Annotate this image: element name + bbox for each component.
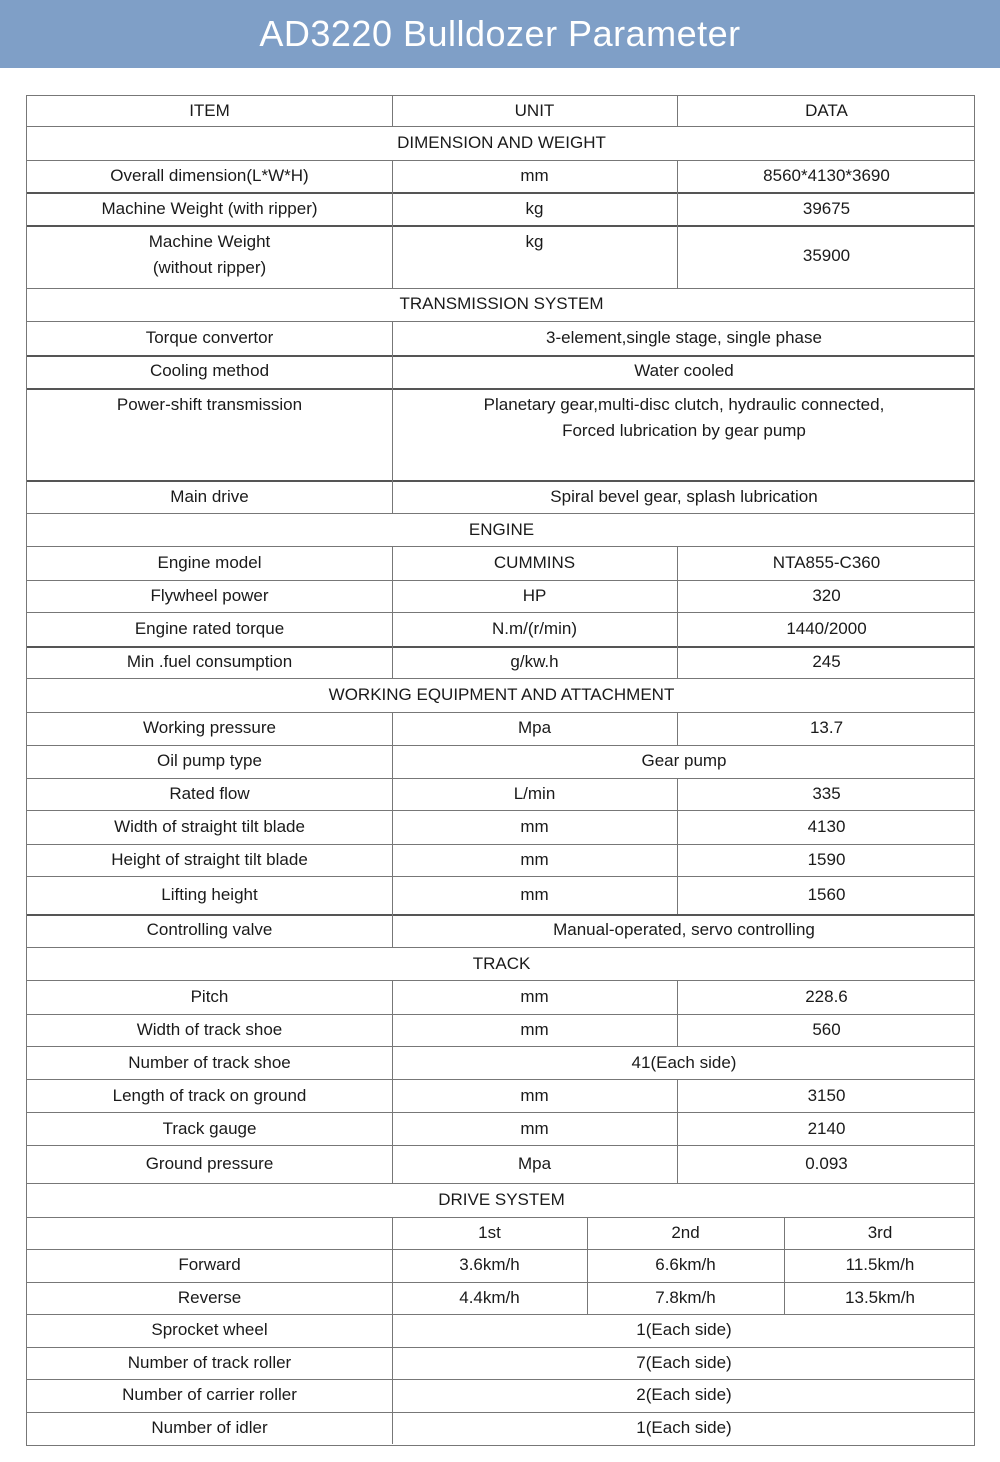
- row-unit: N.m/(r/min): [492, 619, 577, 638]
- row-data: 228.6: [805, 987, 848, 1007]
- row-item: Sprocket wheel: [151, 1320, 268, 1340]
- row-item: Width of straight tilt blade: [114, 816, 305, 836]
- row-item: Machine Weight (with ripper): [101, 198, 318, 218]
- column-divider: [677, 96, 678, 126]
- row-item: Ground pressure: [145, 1154, 274, 1174]
- column-divider: [392, 1379, 393, 1411]
- row-item: Height of straight tilt blade: [111, 849, 308, 869]
- row-data: 335: [812, 783, 841, 803]
- section-title: DRIVE SYSTEM: [438, 1190, 565, 1210]
- row-item: Torque convertor: [145, 327, 274, 347]
- row-item: Flywheel power: [150, 586, 269, 606]
- row-data: 560: [812, 1020, 841, 1040]
- row-value: 1(Each side): [636, 1320, 732, 1340]
- row-item: Oil pump type: [157, 751, 262, 771]
- column-divider: [677, 225, 678, 288]
- row-data: NTA855-C360: [772, 553, 881, 573]
- row-value: Gear pump: [641, 751, 727, 771]
- row-item: Power-shift transmission: [116, 395, 303, 415]
- column-divider: [677, 1014, 678, 1046]
- column-divider: [392, 1412, 393, 1444]
- row-item: Controlling valve: [146, 920, 273, 940]
- row-value: 41(Each side): [631, 1052, 737, 1072]
- column-divider: [677, 612, 678, 645]
- speed-value: 6.6km/h: [655, 1255, 716, 1275]
- speed-value: 3.6km/h: [459, 1255, 520, 1275]
- column-divider: [392, 96, 393, 126]
- gear-label: 1st: [478, 1223, 501, 1243]
- header-item: ITEM: [189, 101, 230, 121]
- row-data: 245: [812, 651, 841, 671]
- parameter-table: [26, 95, 975, 1446]
- row-item: Min .fuel consumption: [126, 651, 293, 671]
- gear-blank: [27, 1217, 392, 1249]
- row-unit: mm: [520, 849, 549, 869]
- column-divider: [677, 810, 678, 843]
- row-item: Track gauge: [162, 1118, 257, 1138]
- column-divider: [784, 1217, 785, 1249]
- column-divider: [392, 1217, 393, 1249]
- row-item: Machine Weight (without ripper): [148, 231, 271, 277]
- column-divider: [677, 844, 678, 876]
- row-item: Length of track on ground: [112, 1085, 307, 1105]
- row-data: 35900: [802, 246, 851, 266]
- row-item: Rated flow: [169, 783, 250, 803]
- column-divider: [677, 546, 678, 579]
- column-divider: [677, 778, 678, 810]
- row-item: Number of track shoe: [128, 1052, 291, 1072]
- speed-value: 11.5km/h: [845, 1255, 915, 1275]
- gear-label: 2nd: [671, 1223, 700, 1243]
- row-unit: kg: [525, 231, 544, 251]
- row-value: Manual-operated, servo controlling: [553, 920, 815, 940]
- row-data: 0.093: [805, 1154, 848, 1174]
- row-data: 1560: [807, 884, 846, 904]
- page-title: AD3220 Bulldozer Parameter: [259, 13, 741, 54]
- row-item: Overall dimension(L*W*H): [110, 166, 309, 186]
- row-unit: g/kw.h: [510, 651, 559, 671]
- column-divider: [677, 980, 678, 1013]
- row-item: Engine rated torque: [134, 619, 285, 638]
- section-title: ENGINE: [468, 519, 535, 539]
- column-divider: [392, 1347, 393, 1379]
- section-title: WORKING EQUIPMENT AND ATTACHMENT: [328, 684, 675, 704]
- title-banner: [0, 0, 1000, 68]
- row-unit: kg: [525, 198, 544, 218]
- row-item: Cooling method: [149, 361, 270, 381]
- column-divider: [677, 1112, 678, 1144]
- column-divider: [784, 1282, 785, 1314]
- row-item: Working pressure: [143, 718, 276, 738]
- row-unit: mm: [520, 1085, 549, 1105]
- header-unit: UNIT: [514, 101, 555, 121]
- row-data: 13.7: [809, 718, 844, 738]
- column-divider: [587, 1249, 588, 1281]
- column-divider: [677, 876, 678, 914]
- row-unit: mm: [520, 1020, 549, 1040]
- header-data: DATA: [805, 101, 848, 121]
- row-item: Pitch: [190, 987, 229, 1007]
- row-item: Lifting height: [161, 884, 258, 904]
- row-item: Width of track shoe: [136, 1020, 283, 1040]
- row-unit: mm: [520, 816, 549, 836]
- row-value: 2(Each side): [636, 1385, 732, 1405]
- column-divider: [677, 160, 678, 192]
- row-item: Main drive: [170, 486, 249, 506]
- column-divider: [587, 1282, 588, 1314]
- row-item: Number of track roller: [127, 1352, 292, 1372]
- row-data: 320: [812, 586, 841, 606]
- row-data: 3150: [807, 1085, 846, 1105]
- row-unit: mm: [520, 1118, 549, 1138]
- section-title: TRACK: [472, 953, 531, 973]
- speed-value: 7.8km/h: [655, 1287, 716, 1307]
- speed-value: 4.4km/h: [459, 1287, 520, 1307]
- section-title: TRANSMISSION SYSTEM: [399, 294, 604, 314]
- speed-item: Forward: [178, 1255, 241, 1275]
- row-item: Engine model: [157, 553, 262, 573]
- column-divider: [677, 712, 678, 745]
- section-title: DIMENSION AND WEIGHT: [397, 133, 606, 153]
- row-data: 8560*4130*3690: [763, 166, 890, 186]
- row-unit: L/min: [513, 783, 556, 803]
- row-data: 1590: [807, 849, 846, 869]
- column-divider: [677, 1145, 678, 1184]
- row-value: 3-element,single stage, single phase: [546, 327, 822, 347]
- row-value: Water cooled: [634, 361, 734, 381]
- row-item: Number of idler: [151, 1417, 268, 1437]
- gear-label: 3rd: [867, 1223, 893, 1243]
- column-divider: [677, 646, 678, 678]
- row-value: 7(Each side): [636, 1352, 732, 1372]
- row-unit: HP: [522, 586, 547, 606]
- row-value: 1(Each side): [636, 1417, 732, 1437]
- column-divider: [677, 192, 678, 224]
- row-data: 1440/2000: [786, 619, 867, 638]
- row-unit: CUMMINS: [493, 553, 576, 573]
- column-divider: [392, 1282, 393, 1314]
- speed-item: Reverse: [177, 1287, 242, 1307]
- column-divider: [677, 1079, 678, 1112]
- column-divider: [587, 1217, 588, 1249]
- column-divider: [784, 1249, 785, 1281]
- row-data: 2140: [807, 1118, 846, 1138]
- row-data: 4130: [807, 816, 846, 836]
- row-unit: mm: [520, 987, 549, 1007]
- column-divider: [677, 580, 678, 612]
- row-unit: mm: [520, 884, 549, 904]
- speed-value: 13.5km/h: [845, 1287, 915, 1307]
- column-divider: [392, 1249, 393, 1281]
- row-unit: Mpa: [517, 1154, 552, 1174]
- column-divider: [392, 1314, 393, 1346]
- row-value: Planetary gear,multi-disc clutch, hydraulic connected, Forced lubrication by gear pump: [483, 395, 885, 441]
- row-item: Number of carrier roller: [122, 1385, 297, 1405]
- row-data: 39675: [802, 198, 851, 218]
- row-value: Spiral bevel gear, splash lubrication: [550, 486, 818, 506]
- row-unit: mm: [520, 166, 549, 186]
- row-unit: Mpa: [517, 718, 552, 738]
